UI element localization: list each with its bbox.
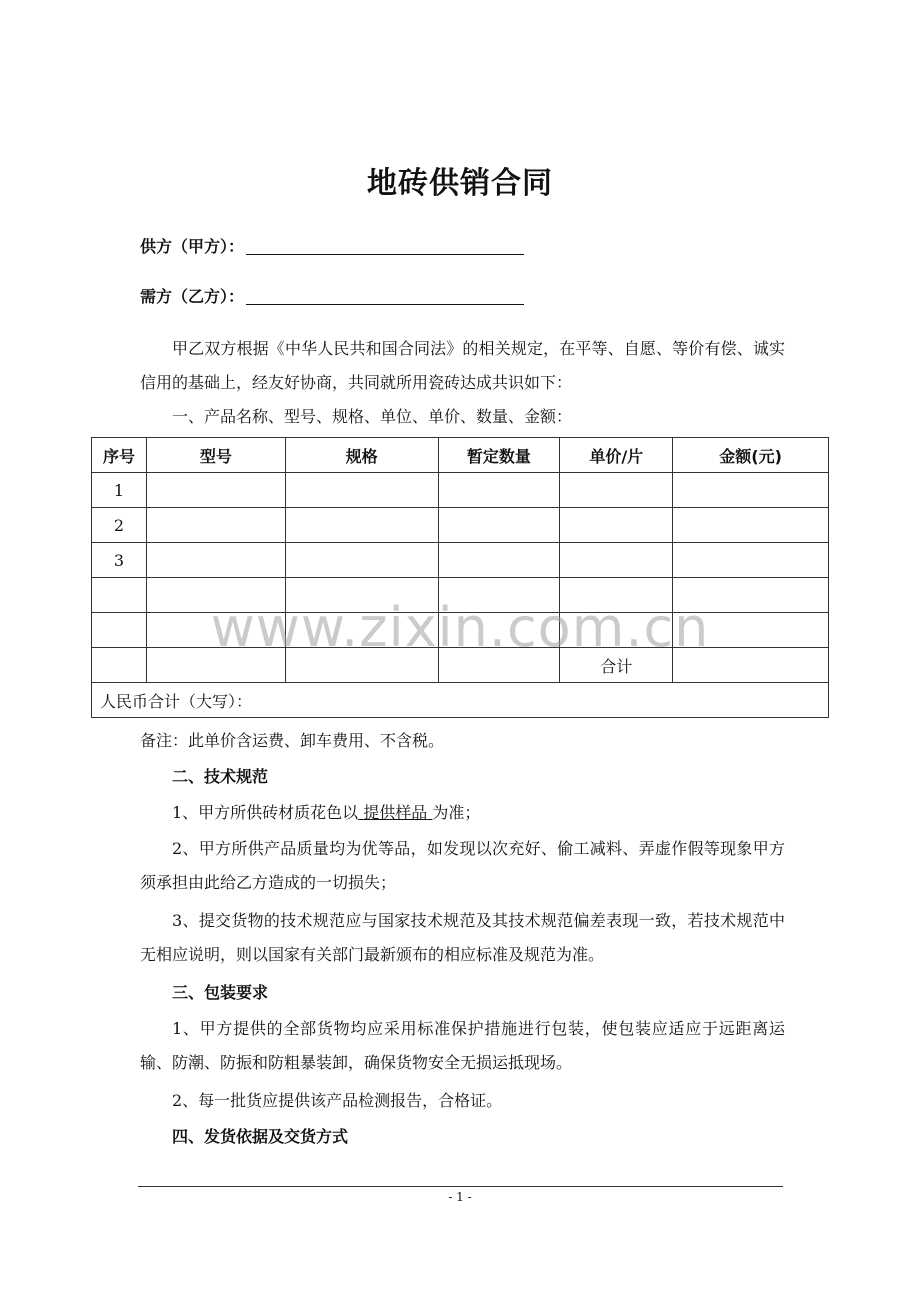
table-cell bbox=[438, 543, 560, 578]
product-table bbox=[91, 437, 829, 718]
section2-heading: 二、技术规范 bbox=[172, 767, 269, 786]
page-number: - 1 - bbox=[448, 1190, 472, 1204]
intro-paragraph: 甲乙双方根据《中华人民共和国合同法》的相关规定，在平等、自愿、等价有偿、诚实信用的基础上，经友好协商，共同就所用瓷砖达成共识如下： bbox=[140, 339, 785, 392]
section2-item3: 3、提交货物的技术规范应与国家技术规范及其技术规范偏差表现一致，若技术规范中无相应说明，则以国家有关部门最新颁布的相应标准及规范为准。 bbox=[140, 911, 785, 964]
table-row bbox=[92, 508, 829, 543]
section1-heading: 一、产品名称、型号、规格、单位、单价、数量、金额： bbox=[172, 407, 573, 426]
document-title: 地砖供销合同 bbox=[367, 166, 553, 201]
sample-blank bbox=[358, 803, 432, 822]
table-cell bbox=[146, 543, 285, 578]
section2-item1 bbox=[140, 796, 785, 830]
total-label-cell: 合计 bbox=[560, 648, 673, 683]
remark: 备注：此单价含运费、卸车费用、不含税。 bbox=[140, 731, 445, 750]
table-cell bbox=[438, 473, 560, 508]
section4-heading: 四、发货依据及交货方式 bbox=[172, 1127, 349, 1146]
supplier-label: 供方（甲方）： bbox=[140, 237, 245, 256]
table-cell bbox=[285, 508, 438, 543]
header-cell: 暂定数量 bbox=[438, 438, 560, 473]
table-cell bbox=[673, 473, 829, 508]
section3-item1: 1、甲方提供的全部货物均应采用标准保护措施进行包装，使包装应适应于远距离运输、防潮、防振和防粗暴装卸，确保货物安全无损运抵现场。 bbox=[140, 1019, 785, 1072]
sample-blank-text: 提供样品 bbox=[363, 803, 428, 822]
table-cell bbox=[560, 473, 673, 508]
header-cell: 型号 bbox=[146, 438, 285, 473]
table-cell: 3 bbox=[92, 543, 147, 578]
buyer-line bbox=[140, 284, 524, 307]
section2-item1-suffix: 为准； bbox=[432, 803, 481, 822]
header-cell: 序号 bbox=[92, 438, 147, 473]
table-cell: 2 bbox=[92, 508, 147, 543]
header-cell: 单价/片 bbox=[560, 438, 673, 473]
table-row bbox=[92, 473, 829, 508]
table-cell bbox=[673, 543, 829, 578]
table-cell bbox=[560, 508, 673, 543]
section2-item1-prefix: 1、甲方所供砖材质花色以 bbox=[172, 803, 359, 822]
buyer-label: 需方（乙方）： bbox=[140, 287, 245, 306]
supplier-line bbox=[140, 234, 524, 257]
footer-divider bbox=[138, 1186, 783, 1187]
section3-item2: 2、每一批货应提供该产品检测报告，合格证。 bbox=[172, 1091, 503, 1110]
header-cell: 金额(元) bbox=[673, 438, 829, 473]
table-cell bbox=[438, 508, 560, 543]
table-cell bbox=[146, 473, 285, 508]
table-cell bbox=[673, 508, 829, 543]
table-cell bbox=[285, 473, 438, 508]
watermark: www.zixin.com.cn bbox=[210, 596, 710, 659]
supplier-blank bbox=[246, 238, 524, 255]
table-row bbox=[92, 543, 829, 578]
table-row-rmb-total bbox=[92, 683, 829, 718]
table-cell bbox=[285, 543, 438, 578]
rmb-total-label: 人民币合计（大写）： bbox=[92, 683, 829, 718]
table-cell bbox=[560, 543, 673, 578]
buyer-blank bbox=[246, 288, 524, 305]
table-header-row bbox=[92, 438, 829, 473]
header-cell: 规格 bbox=[285, 438, 438, 473]
section3-heading: 三、包装要求 bbox=[172, 983, 269, 1002]
table-cell bbox=[146, 508, 285, 543]
section2-item2: 2、甲方所供产品质量均为优等品，如发现以次充好、偷工减料、弄虚作假等现象甲方须承担由此给乙方造成的一切损失； bbox=[140, 839, 785, 892]
table-cell: 1 bbox=[92, 473, 147, 508]
